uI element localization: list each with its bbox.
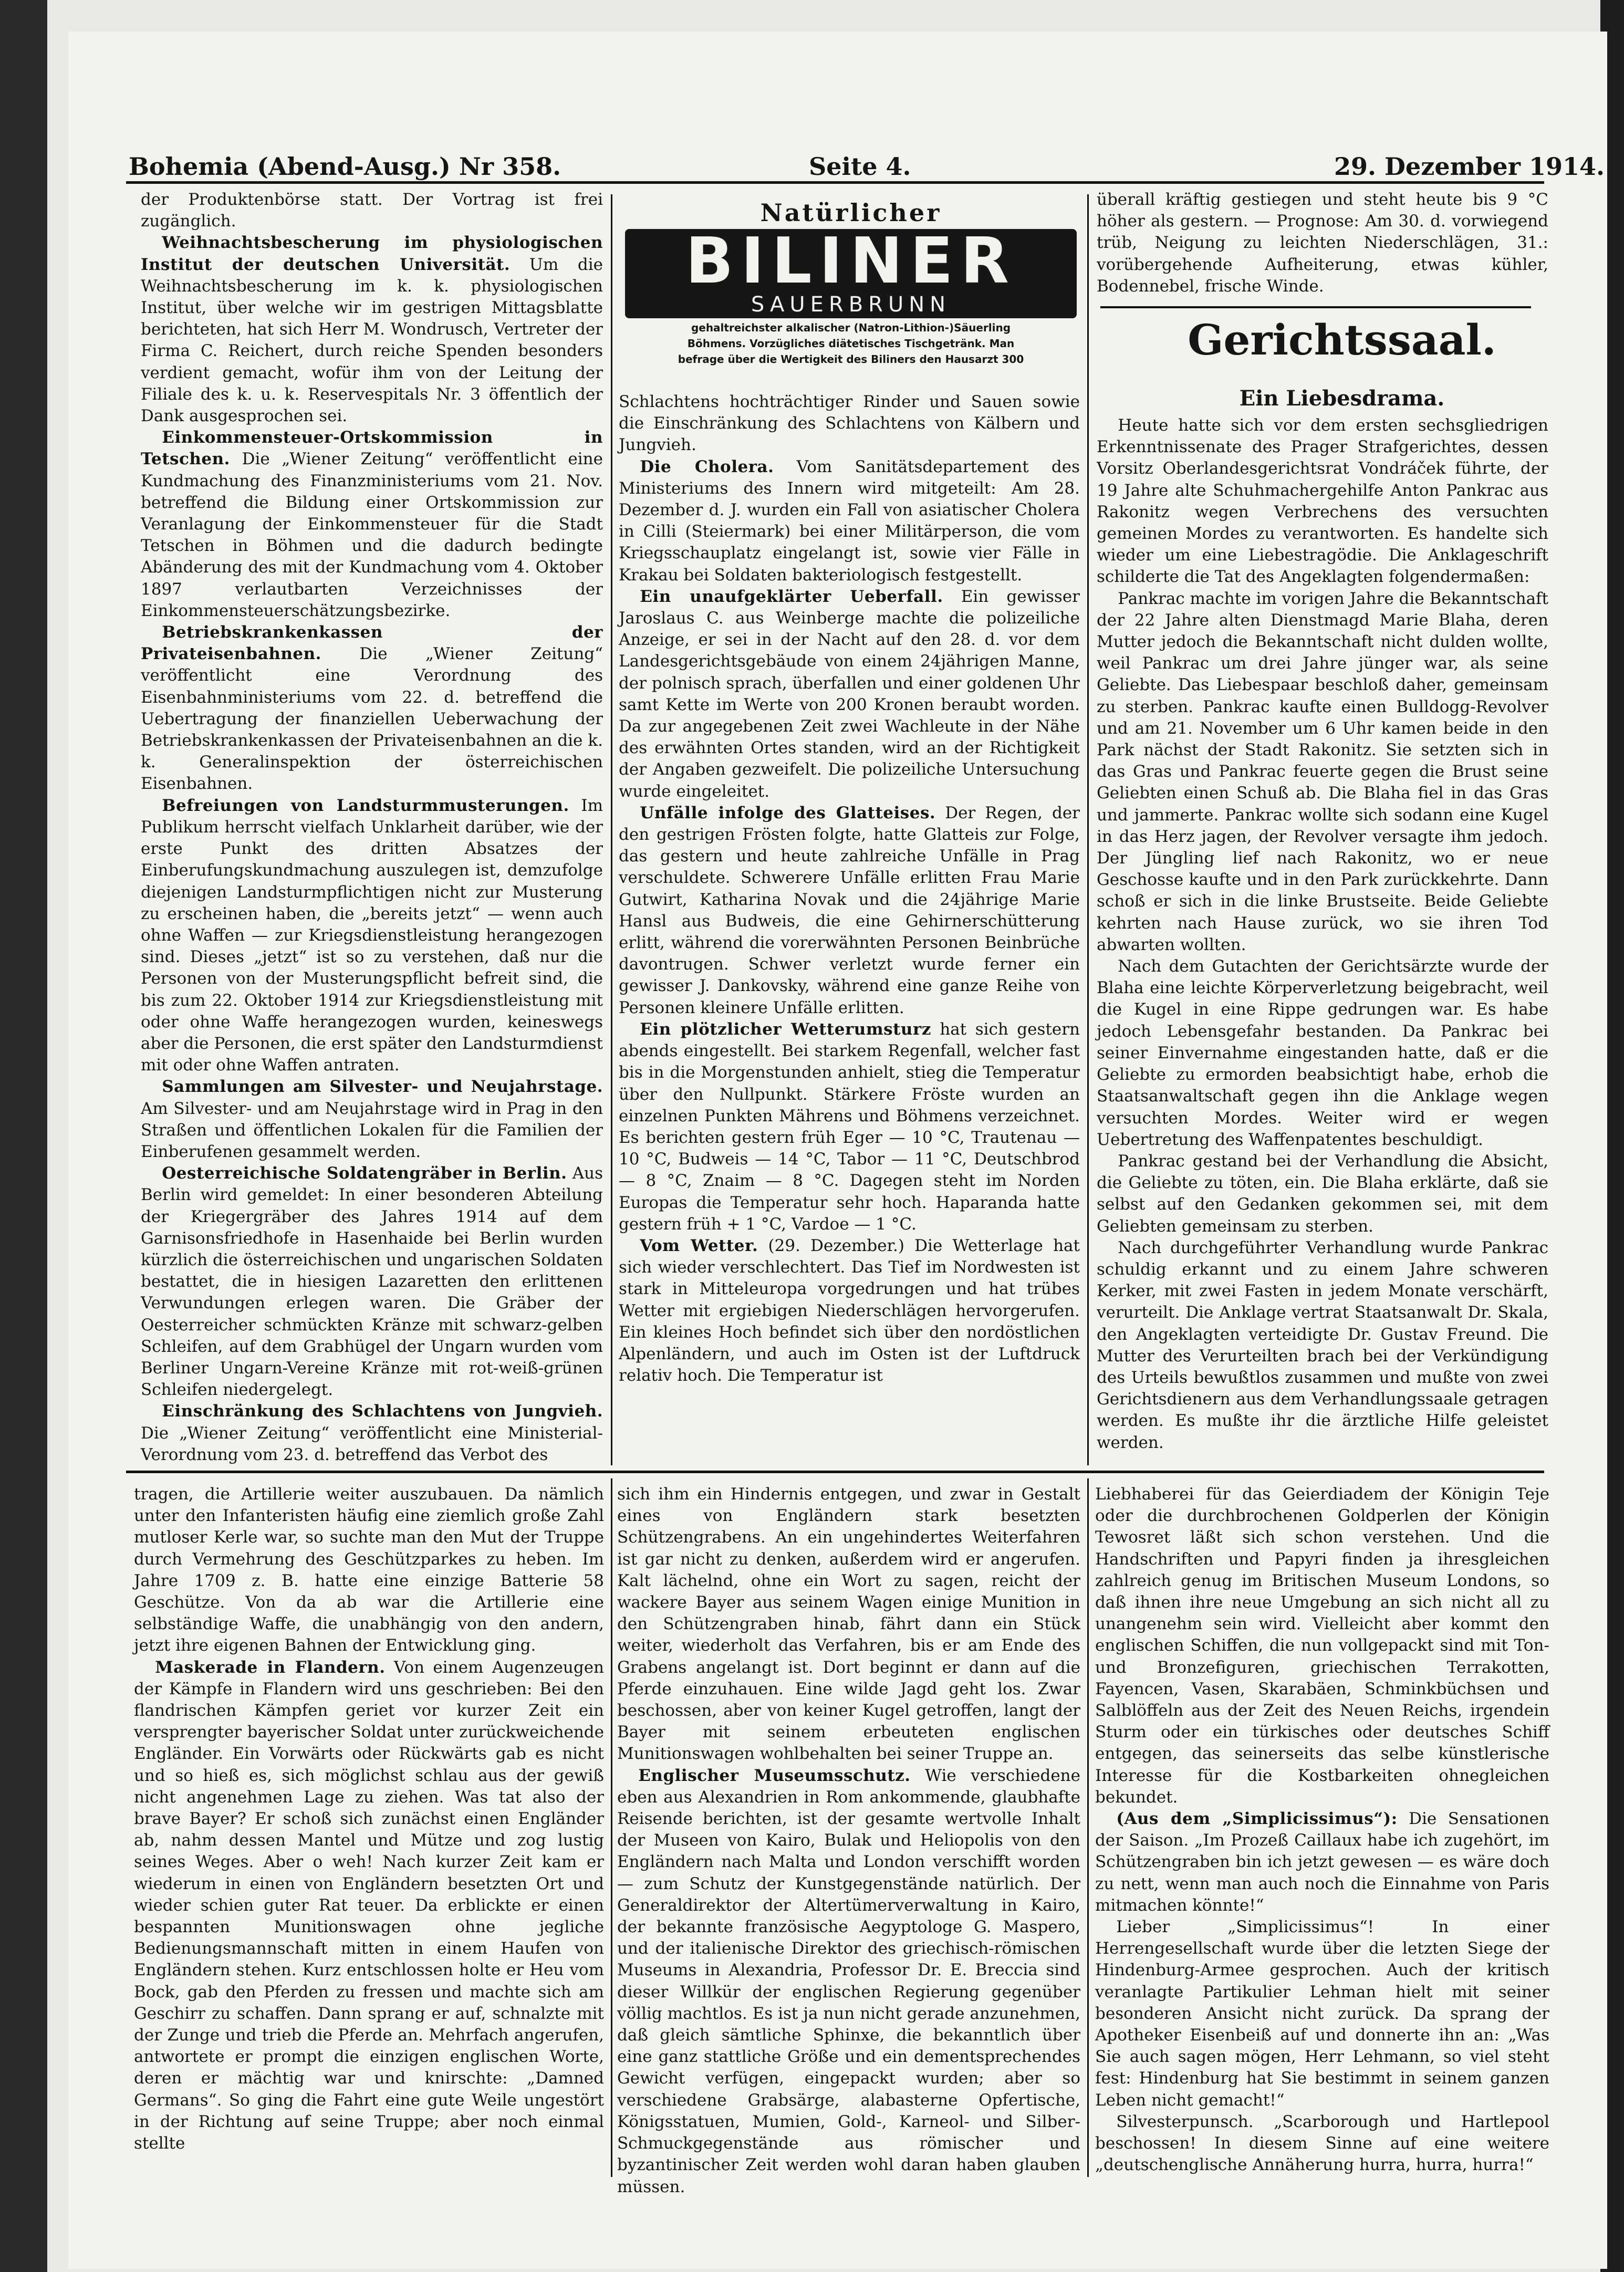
news-item (1095, 1808, 1549, 1916)
section-rule (1100, 306, 1531, 308)
item-heading: Oesterreichische Soldatengräber in Berlin. (162, 1164, 567, 1183)
news-item (141, 1076, 603, 1163)
column-2-upper (619, 391, 1080, 1460)
item-text: Im Publikum herrscht vielfach Unklarheit darüber, wie der erste Punkt des dritten Absatzes der Einberufungskundmachung auszulegen ist, demzufolge diejenigen Landsturmpflichtigen nicht zur Musterung zu erscheinen haben, die „bereits jetzt“ — wenn auch ohne Waffen — zur Kriegsdienstleistung herangezogen sind. Dieses „jetzt“ ist so zu verstehen, daß nur die Personen von der Musterungspflicht befreit sind, die bis zum 22. Oktober 1914 zur Kriegsdienstleistung mit oder ohne Waffe herangezogen wurden, keineswegs aber die Personen, die erst später den Landsturmdienst mit oder ohne Waffen antraten. (141, 796, 603, 1075)
news-item (619, 1235, 1080, 1387)
item-text: Die „Wiener Zeitung“ veröffentlicht eine Kundmachung des Finanzministeriums vom 21. Nov. betreffend die Bildung einer Ortskommission zur Veranlagung der Einkommensteuer für die Stadt Tetschen in Böhmen und die dadurch bedingte Abänderung des mit der Kundmachung vom 4. Oktober 1897 verlautbarten Verzeichnisses der Einkommensteuerschätzungsbezirke. (141, 450, 603, 620)
item-heading: Einkommensteuer-Ortskommission in Tetschen. (141, 428, 603, 469)
item-text: Am Silvester- und am Neujahrstage wird in Prag in den Straßen und öffentlichen Lokalen für die Familien der Einberufenen gesammelt werden. (141, 1099, 603, 1161)
column-1-lower (134, 1484, 604, 2177)
column-rule-4 (1087, 1478, 1089, 2177)
scan-edge-left (0, 0, 47, 2272)
item-text: Wie verschiedene eben aus Alexandrien in Rom ankommende, glaubhafte Reisende berichten, ist der gesamte wertvolle Inhalt der Museen von Kairo, Bulak und Heliopolis von den Engländern nach Malta und London verschifft worden — zum Schutz der Kunstgegenstände natürlich. Der Generaldirektor der Altertümerverwaltung in Kairo, der bekannte französische Aegyptologe G. Maspero, und der italienische Direktor des griechisch-römischen Museums in Alexandria, Professor Dr. E. Breccia sind dieser Willkür der englischen Regierung gegenüber völlig machtlos. Es ist ja nun nicht gerade anzunehmen, daß gleich sämtliche Sphinxe, die bekanntlich über eine ganz stattliche Größe und ein dementsprechendes Gewicht verfügen, eingepackt wurden; aber so verschiedene Grabsärge, alabasterne Opfertische, Königsstatuen, Mumien, Gold-, Karneol- und Silber-Schmuckgegenstände aus römischer und byzantinischer Zeit werden wohl daran haben glauben müssen. (617, 1766, 1080, 2196)
column-3-court-report (1097, 415, 1548, 1460)
ad-text-line-3: befrage über die Wertigkeit des Biliners den Hausarzt 300 (678, 353, 1024, 366)
item-text: Der Regen, der den gestrigen Frösten folgte, hatte Glatteis zur Folge, das gestern und heute zahlreiche Unfälle in Prag verschuldete. Schwerere Unfälle erlitten Frau Marie Gutwirt, Katharina Novak und die 24jährige Marie Hansl aus Budweis, die eine Gehirnerschütterung erlitt, während die vorerwähnten Personen Beinbrüche davontrugen. Schwer verletzt wurde ferner ein gewisser J. Dankovsky, während eine ganze Reihe von Personen kleinere Unfälle erlitten. (619, 803, 1080, 1017)
item-text: Um die Weihnachtsbescherung im k. k. physiologischen Institut, über welche wir im gestrigen Mittagsblatte berichteten, hat sich Herr M. Wondrusch, Vertreter der Firma C. Reichert, durch reiche Spenden besonders verdient gemacht, wofür ihm von der Leitung der Filiale des k. u. k. Reservespitals Nr. 3 öffentlich der Dank ausgesprochen sei. (141, 255, 603, 426)
news-item (141, 795, 603, 1077)
paragraph: sich ihm ein Hindernis entgegen, und zwar in Gestalt eines von Engländern stark besetzten Schützengrabens. An ein ungehindertes Weiterfahren ist gar nicht zu denken, außerdem wird er angerufen. Kalt lächelnd, ohne ein Wort zu sagen, reicht der wackere Bayer aus seinem Wagen einige Munition in den Schützengraben hinab, fährt dann ein Stück weiter, wiederholt das Verfahren, bis er am Ende des Grabens angelangt ist. Dort beginnt er dann auf die Pferde einzuhauen. Eine wilde Jagd geht los. Zwar beschossen, aber von keiner Kugel getroffen, langt der Bayer mit seinem erbeuteten englischen Munitionswagen wohlbehalten bei seiner Truppe an. (617, 1485, 1080, 1764)
column-2-lower (617, 1484, 1080, 2196)
item-heading: Vom Wetter. (640, 1236, 758, 1255)
paragraph: der Produktenbörse statt. Der Vortrag ist frei zugänglich. (141, 190, 603, 231)
section-title-gerichtssaal: Gerichtssaal. (1188, 315, 1496, 364)
header-date: 29. Dezember 1914. (1334, 152, 1605, 181)
item-heading: Weihnachtsbescherung im physiologischen Institut der deutschen Universität. (141, 233, 603, 274)
header-masthead: Bohemia (Abend-Ausg.) Nr 358. (129, 152, 561, 181)
item-text: Vom Sanitätsdepartement des Ministeriums des Innern wird mitgeteilt: Am 28. Dezember d. J. wurden ein Fall von asiatischer Cholera in Cilli (Steiermark) bei einer Militärperson, die vom Kriegsschauplatz eingelangt ist, sowie vier Fälle in Krakau bei Soldaten bakteriologisch festgestellt. (619, 457, 1080, 585)
item-heading: (Aus dem „Simplicissimus“): (1116, 1809, 1398, 1829)
ad-top-line: Natürlicher (760, 199, 942, 227)
header-page-number: Seite 4. (809, 152, 911, 181)
ad-brand-subtitle: SAUERBRUNN (751, 293, 951, 317)
feuilleton-divider (126, 1471, 1544, 1473)
news-item (619, 586, 1080, 803)
item-heading: Unfälle infolge des Glatteises. (640, 803, 936, 822)
item-text: hat sich gestern abends eingestellt. Bei starkem Regenfall, welcher fast bis in die Morgenstunden anhielt, stieg die Temperatur über den Nullpunkt. Stärkere Fröste wurden an einzelnen Punkten Mährens und Böhmens verzeichnet. Es berichten gestern früh Eger — 10 °C, Trautenau — 10 °C, Budweis — 14 °C, Tabor — 11 °C, Deutschbrod — 8 °C, Znaim — 8 °C. Dagegen steht im Norden Europas die Temperatur sehr hoch. Haparanda hatte gestern früh + 1 °C, Vardoe — 1 °C. (619, 1019, 1080, 1234)
news-item (619, 803, 1080, 1019)
paragraph: Nach dem Gutachten der Gerichtsärzte wurde der Blaha eine leichte Körperverletzung beigebracht, weil die Kugel in eine Rippe gedrungen war. Es habe jedoch Lebensgefahr bestanden. Da Pankrac bei seiner Einvernahme eingestanden hatte, daß er die Geliebte zu ermorden beabsichtigt habe, erhob die Staatsanwaltschaft gegen ihn die Anklage wegen versuchten Mordes. Weiter wird er wegen Uebertretung des Waffenpatentes beschuldigt. (1097, 957, 1548, 1149)
paragraph: Lieber „Simplicissimus“! In einer Herrengesellschaft wurde über die letzten Siege der Hindenburg-Armee gesprochen. Auch der kritisch veranlagte Partikulier Lehman hielt mit seiner besonderen Ansicht nicht zurück. Da sprang der Apotheker Eisenbeiß auf und donnerte ihn an: „Was Sie auch sagen mögen, Herr Lehmann, so viel steht fest: Hindenburg hat Sie bestimmt in seinem ganzen Leben nicht gemacht!“ (1095, 1917, 1549, 2110)
news-item (134, 1657, 604, 2155)
paragraph: Schlachtens hochträchtiger Rinder und Sauen sowie die Einschränkung des Schlachtens von Kälbern und Jungvieh. (619, 392, 1080, 455)
item-heading: Ein unaufgeklärter Ueberfall. (640, 587, 943, 606)
ad-brand-name: BILINER (685, 225, 1017, 298)
paragraph: Nach durchgeführter Verhandlung wurde Pankrac schuldig erkannt und zu einem Jahre schweren Kerker, mit zwei Fasten in jedem Monate verschärft, verurteilt. Die Anklage vertrat Staatsanwalt Dr. Skala, den Angeklagten verteidigte Dr. Gustav Freund. Die Mutter des Verurteilten brach bei der Verkündigung des Urteils bewußtlos zusammen und mußte von zwei Gerichtsdienern aus dem Verhandlungssaale getragen werden. Es mußte ihr die ärztliche Hilfe geleistet werden. (1097, 1238, 1548, 1452)
item-text: Die „Wiener Zeitung“ veröffentlicht eine Ministerial-Verordnung vom 23. d. betreffend das Verbot des (141, 1423, 603, 1464)
ad-text-line-2: Böhmens. Vorzügliches diätetisches Tischgetränk. Man (687, 337, 1015, 350)
item-heading: Sammlungen am Silvester- und Neujahrstage. (162, 1077, 603, 1097)
item-heading: Ein plötzlicher Wetterumsturz (640, 1019, 931, 1039)
item-text: Die Sensationen der Saison. „Im Prozeß Caillaux habe ich zugehört, im Schützengraben bin ich jetzt gewesen — es wäre doch zu nett, wenn man auch noch die Einnahme von Paris mitmachen könnte!“ (1095, 1809, 1549, 1915)
paragraph: Pankrac gestand bei der Verhandlung die Absicht, die Geliebte zu töten, ein. Die Blaha erklärte, daß sie selbst auf den Gedanken gekommen sei, mit dem Geliebten gemeinsam zu sterben. (1097, 1151, 1548, 1236)
item-heading: Englischer Museumsschutz. (638, 1766, 911, 1785)
news-item (141, 1401, 603, 1466)
column-1-upper (141, 189, 603, 1464)
item-heading: Betriebskrankenkassen der Privateisenbahnen. (141, 623, 603, 664)
news-item (141, 427, 603, 622)
news-item (141, 232, 603, 427)
paragraph: Pankrac machte im vorigen Jahre die Bekanntschaft der 22 Jahre alten Dienstmagd Marie Blaha, deren Mutter jedoch die Bekanntschaft nicht dulden wollte, weil Pankrac um drei Jahre jünger war, als seine Geliebte. Das Liebespaar beschloß daher, gemeinsam zu sterben. Pankrac kaufte einen Bulldogg-Revolver und am 21. November um 6 Uhr kamen beide in den Park nächst der Stadt Rakonitz. Sie setzten sich in das Gras und Pankrac feuerte gegen die Brust seine Geliebten einen Schuß ab. Die Blaha fiel in das Gras und jammerte. Pankrac wollte sich sodann eine Kugel in das Herz jagen, der Revolver versagte ihm jedoch. Der Jüngling lief nach Rakonitz, wo er neue Geschosse kaufte und in den Park zurückkehrte. Dann schoß er sich in die linke Brustseite. Beide Geliebte kehrten nach Hause zurück, wo sie ihren Tod abwarten wollten. (1097, 589, 1548, 954)
item-heading: Befreiungen von Landsturmmusterungen. (162, 796, 569, 815)
item-text: (29. Dezember.) Die Wetterlage hat sich wieder verschlechtert. Das Tief im Nordwesten ist stark in Mitteleuropa vorgedrungen und hat trübes Wetter mit ergiebigen Niederschlägen hervorgerufen. Ein kleines Hoch befindet sich über den nordöstlichen Alpenländern, und auch im Osten ist der Luftdruck relativ hoch. Die Temperatur ist (619, 1236, 1080, 1385)
column-rule-1 (611, 194, 612, 1465)
column-rule-2 (1087, 194, 1089, 1465)
column-3-weather (1097, 189, 1548, 305)
item-heading: Maskerade in Flandern. (155, 1658, 386, 1677)
column-rule-3 (611, 1478, 612, 2177)
item-text: Von einem Augenzeugen der Kämpfe in Flandern wird uns geschrieben: Bei den flandrischen Kämpfen geriet vor kurzer Zeit ein versprengter bayerischer Soldat unter zurückweichende Engländer. Ein Vorwärts oder Rückwärts gab es nicht und so hieß es, sich möglichst schlau aus der gewiß nicht angenehmen Lage zu ziehen. Was tat also der brave Bayer? Er schoß sich zunächst einen Engländer ab, nahm dessen Mantel und Mütze und zog lustig seines Weges. Aber o weh! Nach kurzer Zeit kam er wiederum in einen von Engländern besetzten Ort und wieder schien guter Rat teuer. Da erblickte er einen bespannten Munitionswagen ohne jegliche Bedienungsmannschaft mitten in einem Haufen von Engländern stehen. Kurz entschlossen holte er Heu vom Bock, gab den Pferden zu fressen und machte sich am Geschirr zu schaffen. Dann sprang er auf, schnalzte mit der Zunge und trieb die Pferde an. Mehrfach angerufen, antwortete er prompt die einzigen englischen Worte, deren er mächtig war und knirschte: „Damned Germans“. So ging die Fahrt eine gute Weile ungestört in der Richtung auf seine Truppe; aber noch einmal stellte (134, 1658, 605, 2153)
item-text: Ein gewisser Jaroslaus C. aus Weinberge machte die polizeiliche Anzeige, er sei in der Nacht auf den 28. d. vor dem Landesgerichtsgebäude von einem 24jährigen Manne, der polnisch sprach, überfallen und einer goldenen Uhr samt Kette im Werte von 200 Kronen beraubt worden. Da zur angegebenen Zeit zwei Wachleute in der Nähe des erwähnten Ortes standen, wird an der Richtigkeit der Angaben gezweifelt. Die polizeiliche Untersuchung wurde eingeleitet. (619, 587, 1080, 801)
column-3-lower (1095, 1484, 1549, 2177)
paragraph: tragen, die Artillerie weiter auszubauen. Da nämlich unter den Infanteristen häufig eine ziemlich große Zahl mutloser Kerle war, so suchte man den Mut der Truppe durch Vermehrung des Geschützparkes zu heben. Im Jahre 1709 z. B. hatte eine einzige Batterie 58 Geschütze. Von da ab war die Artillerie eine selbständige Waffe, die unabhängig von den andern, jetzt ihre eigenen Bahnen der Entwicklung ging. (134, 1485, 604, 1655)
biliner-advertisement (620, 199, 1082, 371)
ad-text-line-1: gehaltreichster alkalischer (Natron-Lithion-)Säuerling (691, 321, 1011, 334)
section-subtitle: Ein Liebesdrama. (1239, 386, 1445, 411)
news-item (619, 456, 1080, 586)
header-rule (126, 181, 1544, 184)
ad-brand-box (625, 225, 1077, 318)
paragraph: Heute hatte sich vor dem ersten sechsgliedrigen Erkenntnissenate des Prager Strafgerichtes, dessen Vorsitz Oberlandesgerichtsrat Vondráček führte, der 19 Jahre alte Schuhmachergehilfe Anton Pankrac aus Rakonitz wegen Verbrechens des versuchten gemeinen Mordes zu verantworten. Es handelte sich wieder um eine Liebestragödie. Die Anklageschrift schilderte die Tat des Angeklagten folgendermaßen: (1097, 416, 1548, 587)
paragraph: überall kräftig gestiegen und steht heute bis 9 °C höher als gestern. — Prognose: Am 30. d. vorwiegend trüb, Neigung zu leichten Niederschlägen, 31.: vorübergehende Aufheiterung, etwas kühler, Bodennebel, frische Winde. (1097, 190, 1548, 296)
news-item (141, 1163, 603, 1401)
item-text: Aus Berlin wird gemeldet: In einer besonderen Abteilung der Kriegergräber des Jahres 1914 auf dem Garnisonsfriedhofe in Hasenhaide bei Berlin wurden kürzlich die österreichischen und ungarischen Soldaten bestattet, die in hiesigen Lazaretten den erlittenen Verwundungen erlegen waren. Die Gräber der Oesterreicher schmückten Kränze mit schwarz-gelben Schleifen, auf dem Grabhügel der Ungarn wurden vom Berliner Ungarn-Vereine Kränze mit rot-weiß-grünen Schleifen niedergelegt. (141, 1164, 603, 1400)
item-text: Die „Wiener Zeitung“ veröffentlicht eine Verordnung des Eisenbahnministeriums vom 22. d. betreffend die Uebertragung der finanziellen Ueberwachung der Betriebskrankenkassen der Privateisenbahnen an die k. k. Generalinspektion der österreichischen Eisenbahnen. (141, 644, 603, 794)
paragraph: Liebhaberei für das Geierdiadem der Königin Teje oder die durchbrochenen Goldperlen der Königin Tewosret läßt sich schon verstehen. Und die Handschriften und Papyri finden ja ihresgleichen zahlreich genug im Britischen Museum Londons, so daß ihnen ihre neue Umgebung an sich nicht all zu unangenehm sein wird. Vielleicht aber kommt den englischen Schiffen, die nun vollgepackt sind mit Ton- und Bronzefiguren, griechischen Terrakotten, Fayencen, Vasen, Skarabäen, Schminkbüchsen und Salblöffeln aus der Zeit des Neuen Reichs, irgendein Sturm oder ein türkisches oder deutsches Schiff entgegen, das seinerseits das selbe künstlerische Interesse für die Kostbarkeiten ohnegleichen bekundet. (1095, 1485, 1549, 1807)
item-heading: Die Cholera. (640, 457, 774, 476)
news-item (619, 1019, 1080, 1235)
news-item (617, 1765, 1080, 2198)
item-heading: Einschränkung des Schlachtens von Jungvieh. (162, 1402, 603, 1421)
news-item (141, 622, 603, 795)
paragraph: Silvesterpunsch. „Scarborough und Hartlepool beschossen! In diesem Sinne auf eine weitere „deutschenglische Annäherung hurra, hurra, hurra!“ (1095, 2112, 1549, 2175)
